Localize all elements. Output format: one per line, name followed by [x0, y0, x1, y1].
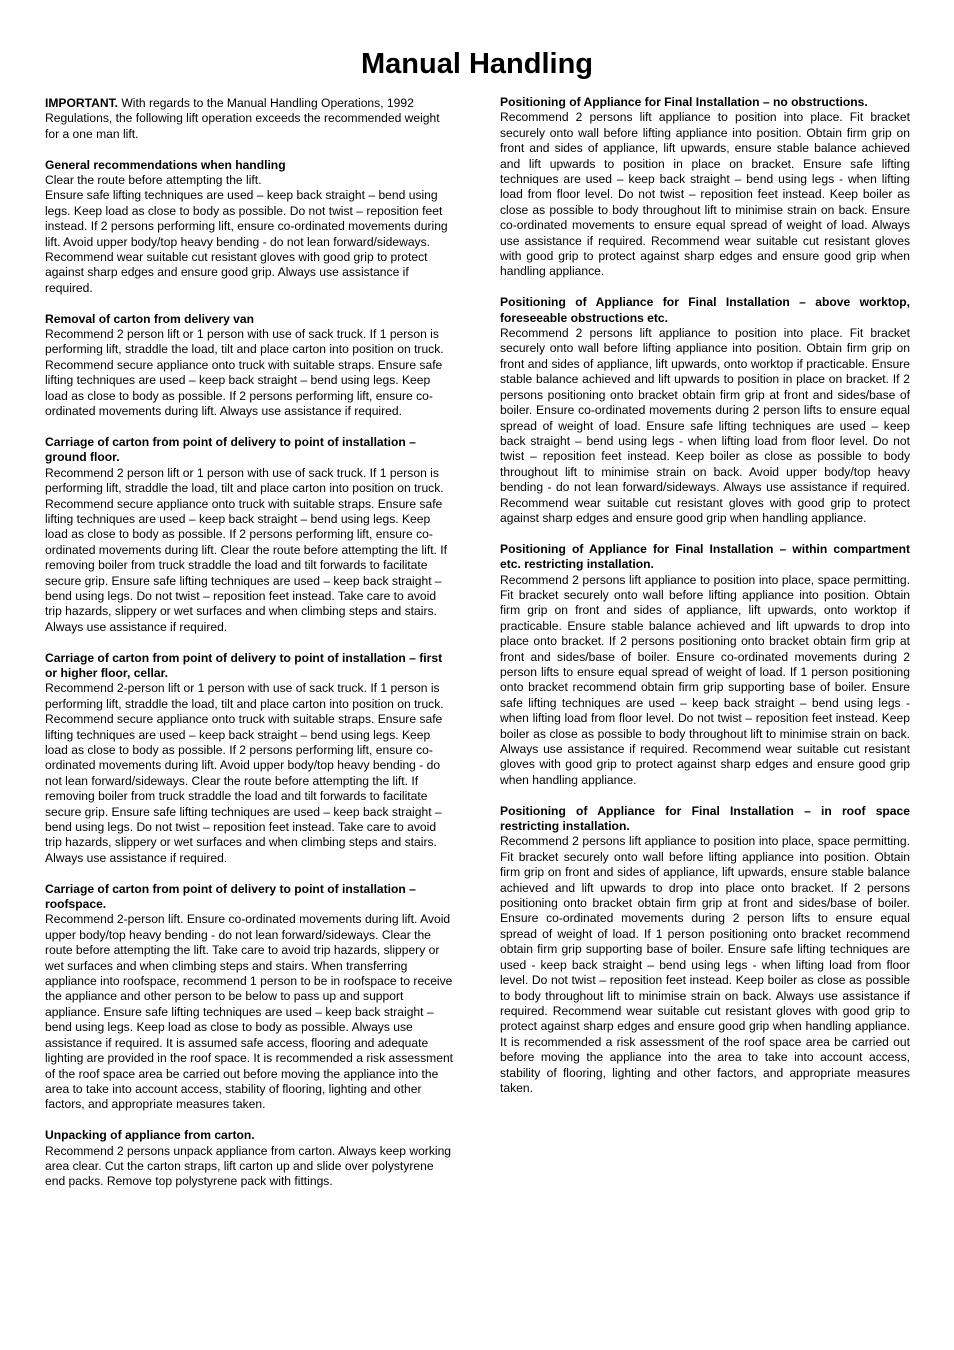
right-column — [500, 95, 910, 1112]
section — [500, 542, 910, 789]
section-heading: Carriage of carton from point of delivery to point of installation – ground floor. — [45, 434, 416, 465]
section-body: Recommend 2 persons unpack appliance from carton. Always keep working area clear. Cut the carton straps, lift carton up and slide over polystyrene end packs. Remove top polystyrene pack with fittings. — [45, 1143, 452, 1189]
page-title: Manual Handling — [361, 48, 593, 80]
section-heading: Unpacking of appliance from carton. — [45, 1128, 255, 1143]
section-heading: General recommendations when handling — [45, 157, 286, 172]
section-heading: Positioning of Appliance for Final Installation – no obstructions. — [500, 95, 868, 109]
section — [45, 882, 455, 1113]
section-body: Recommend 2-person lift. Ensure co-ordinated movements during lift. Avoid upper body/top heavy bending - do not lean forward/sideways. Clear the route before attempting the lift. Take care to avoid trip hazards, slippery or wet surfaces and when climbing steps and stairs. When transferring appliance into roofspace, recommend 1 person to be in roofspace to receive the appliance and other person to be below to pass up and support appliance. Ensure safe lifting techniques are used – keep back straight – bend using legs. Keep load as close to body as possible. Always use assistance if required. It is assumed safe access, flooring and adequate lighting are provided in the roof space. It is recommended a risk assessment of the roof space area be carried out before moving the appliance into the area to take into account access, stability of flooring, lighting and other factors, and appropriate measures taken. — [45, 912, 454, 1112]
section — [500, 95, 910, 280]
important-text: With regards to the Manual Handling Operations, 1992 Regulations, the following lift operation exceeds the recommended weight for a one man lift. — [45, 96, 440, 141]
section-body: Recommend 2 persons lift appliance to position into place. Fit bracket securely onto wall before lifting appliance into position. Obtain firm grip on front and sides of appliance, lift upwards, ensure stable balance achieved and lift upwards to position in place on bracket. Ensure safe lifting techniques are used – keep back straight – bend using legs - when lifting load from floor level. Do not twist – reposition feet instead. Keep boiler as close as possible to body throughout lift to minimise strain on back. Ensure co-ordinated movements to ensure equal spread of weight of load. Always use assistance if required. Recommend wear suitable cut resistant gloves with good grip to protect against sharp edges and ensure good grip when handling appliance. — [500, 110, 910, 279]
right-sections — [500, 95, 910, 1096]
section-body: Recommend 2 person lift or 1 person with use of sack truck. If 1 person is performing lift, straddle the load, tilt and place carton into position on truck. Recommend secure appliance onto truck with suitable straps. Ensure safe lifting techniques are used – keep back straight – bend using legs. Keep load as close to body as possible. If 2 persons performing lift, ensure co-ordinated movements during lift. Clear the route before attempting the lift. If removing boiler from truck straddle the load and tilt forwards to facilitate secure grip. Ensure safe lifting techniques are used – keep back straight – bend using legs. Do not twist – reposition feet instead. Take care to avoid trip hazards, slippery or wet surfaces and when climbing steps and stairs. Always use assistance if required. — [45, 465, 447, 634]
section-body: Recommend 2-person lift or 1 person with use of sack truck. If 1 person is performing lift, straddle the load, tilt and place carton into position on truck. Recommend secure appliance onto truck with suitable straps. Ensure safe lifting techniques are used – keep back straight – bend using legs. Keep load as close to body as possible. If 2 persons performing lift, ensure co-ordinated movements during lift. Avoid upper body/top heavy bending - do not lean forward/sideways. Clear the route before attempting the lift. If removing boiler from truck straddle the load and tilt forwards to facilitate secure grip. Ensure safe lifting techniques are used – keep back straight – bend using legs. Do not twist – reposition feet instead. Take care to avoid trip hazards, slippery or wet surfaces and when climbing steps and stairs. Always use assistance if required. — [45, 681, 444, 865]
section-body: Recommend 2 person lift or 1 person with use of sack truck. If 1 person is performing lift, straddle the load, tilt and place carton into position on truck. Recommend secure appliance onto truck with suitable straps. Ensure safe lifting techniques are used – keep back straight – bend using legs. Keep load as close to body as possible. If 2 persons performing lift, ensure co-ordinated movements during lift. Always use assistance if required. — [45, 327, 444, 419]
section-heading: Carriage of carton from point of delivery to point of installation – roofspace. — [45, 881, 416, 912]
important-notice — [45, 96, 455, 142]
section-body: Clear the route before attempting the lift. Ensure safe lifting techniques are used – keep back straight – bend using legs. Keep load as close to body as possible. Do not twist – reposition feet instead. If 2 persons performing lift, ensure co-ordinated movements during lift. Avoid upper body/top heavy bending - do not lean forward/sideways. Recommend wear suitable cut resistant gloves with good grip to protect against sharp edges and ensure good grip. Always use assistance if required. — [45, 173, 448, 295]
section — [45, 435, 455, 635]
section-heading: Positioning of Appliance for Final Installation – in roof space restricting installation. — [500, 803, 910, 834]
section-body: Recommend 2 persons lift appliance to position into place, space permitting. Fit bracket securely onto wall before lifting appliance into position. Obtain firm grip on front and sides of appliance, lift upwards, onto worktop if practicable. Ensure stable balance achieved and lift upwards to drop into place onto bracket. If 2 persons positioning onto bracket obtain firm grip at front and sides/base of boiler. Ensure co-ordinated movements during 2 person lifts to ensure equal spread of weight of load. If 1 person positioning onto bracket recommend obtain firm grip supporting base of boiler. Ensure safe lifting techniques are used – keep back straight – bend using legs - when lifting load from floor level. Do not twist – reposition feet instead. Keep boiler as close as possible to body throughout lift to minimise strain on back. Always use assistance if required. Recommend wear suitable cut resistant gloves with good grip to protect against sharp edges and ensure good grip when handling appliance. — [500, 572, 910, 787]
section-heading: Removal of carton from delivery van — [45, 311, 255, 326]
section-heading: Carriage of carton from point of delivery to point of installation – first or higher floor, cellar. — [45, 650, 443, 680]
section — [500, 804, 910, 1097]
left-column — [45, 96, 455, 1205]
section — [45, 1128, 455, 1190]
section — [500, 295, 910, 526]
section — [45, 158, 455, 297]
section-body: Recommend 2 persons lift appliance to position into place. Fit bracket securely onto wall before lifting appliance into position. Obtain firm grip on front and sides of appliance, lift upwards, onto worktop if practicable. Ensure stable balance achieved and lift upwards to position in place on bracket. If 2 persons positioning onto bracket obtain firm grip at front and sides/base of boiler. Ensure co-ordinated movements during 2 person lifts to ensure equal spread of weight of load. Ensure safe lifting techniques are used – keep back straight – bend using legs - when lifting load from floor level. Do not twist – reposition feet instead. Keep boiler as close as possible to body throughout lift to minimise strain on back. Avoid upper body/top heavy bending - do not lean forward/sideways. Always use assistance if required. Recommend wear suitable cut resistant gloves with good grip to protect against sharp edges and ensure good grip when handling appliance. — [500, 326, 910, 525]
important-label: IMPORTANT. — [45, 96, 119, 110]
left-sections — [45, 158, 455, 1190]
section — [45, 651, 455, 867]
section — [45, 312, 455, 420]
section-heading: Positioning of Appliance for Final Installation – above worktop, foreseeable obstructions etc. — [500, 295, 910, 325]
section-heading: Positioning of Appliance for Final Installation – within compartment etc. restricting installation. — [500, 541, 910, 572]
section-body: Recommend 2 persons lift appliance to position into place, space permitting. Fit bracket securely onto wall before lifting appliance into position. Obtain firm grip on front and sides of appliance, lift upwards, ensure stable balance achieved and lift upwards to drop into place onto bracket. If 2 persons positioning onto bracket obtain firm grip at front and sides/base of boiler. Ensure co-ordinated movements during 2 person lifts to ensure equal spread of weight of load. If 1 person positioning onto bracket recommend obtain firm grip supporting base of boiler. Ensure safe lifting techniques are used - keep back straight – bend using legs - when lifting load from floor level. Do not twist – reposition feet instead. Keep boiler as close as possible to body throughout lift to minimise strain on back. Always use assistance if required. Recommend wear suitable cut resistant gloves with good grip to protect against sharp edges and ensure good grip when handling appliance. It is recommended a risk assessment of the roof space area be carried out before moving the appliance into the area to take into account access, stability of flooring, lighting and other factors, and appropriate measures taken. — [500, 834, 910, 1095]
